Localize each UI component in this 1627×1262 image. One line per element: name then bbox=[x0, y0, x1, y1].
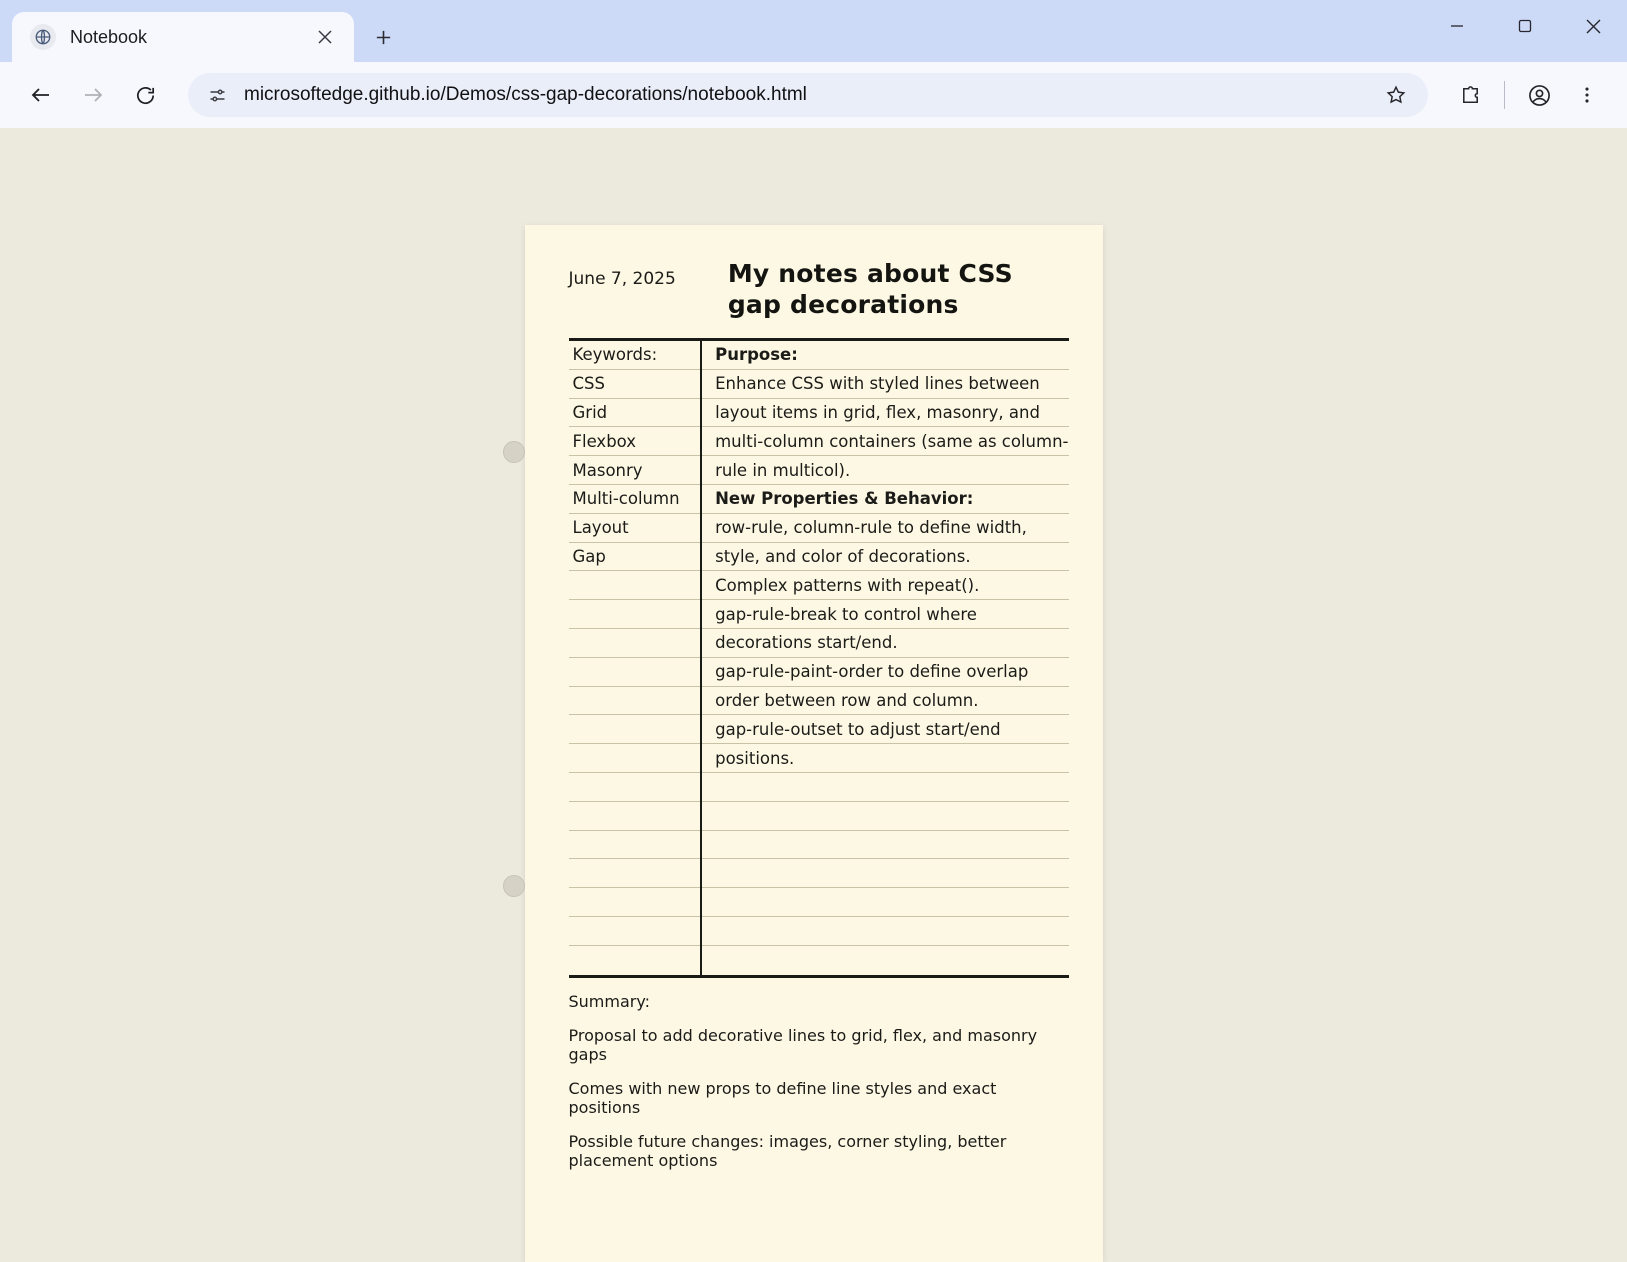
purpose-cell: multi-column containers (same as column- bbox=[702, 427, 1068, 456]
keyword-cell bbox=[569, 888, 701, 917]
purpose-cell bbox=[702, 859, 1068, 888]
site-settings-icon[interactable] bbox=[202, 80, 232, 110]
summary-section bbox=[569, 978, 1069, 1170]
summary-line: Possible future changes: images, corner styling, better placement options bbox=[568, 1131, 1007, 1170]
purpose-cell bbox=[702, 917, 1068, 946]
keyword-cell bbox=[569, 571, 701, 600]
star-icon[interactable] bbox=[1374, 73, 1418, 117]
keyword-cell bbox=[569, 715, 701, 744]
toolbar-actions bbox=[1448, 73, 1609, 117]
keyword-cell bbox=[569, 831, 701, 860]
keyword-cell: Flexbox bbox=[569, 427, 701, 456]
account-circle-icon[interactable] bbox=[1517, 73, 1561, 117]
purpose-cell bbox=[702, 888, 1068, 917]
keyword-cell bbox=[569, 773, 701, 802]
purpose-cell bbox=[702, 946, 1068, 975]
purpose-cell: rule in multicol). bbox=[702, 456, 1068, 485]
keyword-cell: Layout bbox=[569, 514, 701, 543]
purpose-cell: gap-rule-paint-order to define overlap bbox=[702, 658, 1068, 687]
note-title: My notes about CSS gap decorations bbox=[727, 259, 1013, 319]
url-host: microsoftedge.github.io bbox=[244, 84, 441, 105]
keyword-cell: Grid bbox=[569, 399, 701, 428]
purpose-cell bbox=[702, 831, 1068, 860]
maximize-icon[interactable] bbox=[1491, 0, 1559, 52]
keyword-cell bbox=[569, 658, 701, 687]
keyword-cell: Gap bbox=[569, 543, 701, 572]
purpose-cell: row-rule, column-rule to define width, bbox=[702, 514, 1068, 543]
arrow-left-icon[interactable] bbox=[18, 72, 64, 118]
title-bar bbox=[0, 0, 1627, 62]
purpose-cell bbox=[702, 773, 1068, 802]
purpose-cell: Purpose: bbox=[702, 341, 1068, 370]
keyword-cell bbox=[569, 687, 701, 716]
purpose-cell: decorations start/end. bbox=[702, 629, 1068, 658]
binder-ring bbox=[503, 441, 525, 463]
keyword-cell: Masonry bbox=[569, 456, 701, 485]
keyword-cell: CSS bbox=[569, 370, 701, 399]
purpose-cell: New Properties & Behavior: bbox=[702, 485, 1068, 514]
arrow-right-icon bbox=[70, 72, 116, 118]
notebook-header bbox=[569, 259, 1069, 338]
keyword-cell bbox=[569, 802, 701, 831]
url-path: /Demos/css-gap-decorations/notebook.html bbox=[440, 84, 807, 105]
notebook-ruled-area bbox=[569, 338, 1069, 978]
summary-line: Proposal to add decorative lines to grid, flex, and masonry gaps bbox=[568, 1025, 1038, 1064]
tab-strip bbox=[0, 0, 398, 62]
keyword-cell bbox=[569, 859, 701, 888]
note-date: June 7, 2025 bbox=[568, 269, 676, 289]
tab-notebook[interactable] bbox=[12, 12, 354, 62]
purpose-cell: Complex patterns with repeat(). bbox=[702, 571, 1068, 600]
keyword-cell bbox=[569, 917, 701, 946]
purpose-cell: positions. bbox=[702, 744, 1068, 773]
summary-lines bbox=[569, 1026, 1069, 1170]
reload-icon[interactable] bbox=[122, 72, 168, 118]
page-viewport bbox=[0, 128, 1627, 1262]
browser-toolbar bbox=[0, 62, 1627, 128]
keyword-cell bbox=[569, 946, 701, 975]
new-tab-button[interactable] bbox=[368, 22, 398, 52]
minimize-icon[interactable] bbox=[1423, 0, 1491, 52]
purpose-cell bbox=[702, 802, 1068, 831]
purpose-cell: Enhance CSS with styled lines between bbox=[702, 370, 1068, 399]
purpose-cell: gap-rule-break to control where bbox=[702, 600, 1068, 629]
extensions-puzzle-icon[interactable] bbox=[1448, 73, 1492, 117]
window-controls bbox=[1423, 0, 1627, 52]
summary-line: Comes with new props to define line styles and exact positions bbox=[568, 1078, 997, 1117]
globe-icon bbox=[30, 24, 56, 50]
close-icon[interactable] bbox=[310, 22, 340, 52]
more-vertical-icon[interactable] bbox=[1565, 73, 1609, 117]
notebook-sheet bbox=[525, 225, 1103, 1262]
keyword-cell: Multi-column bbox=[569, 485, 701, 514]
address-bar[interactable] bbox=[188, 73, 1428, 117]
keyword-cell bbox=[569, 744, 701, 773]
purpose-cell: gap-rule-outset to adjust start/end bbox=[702, 715, 1068, 744]
purpose-cell: layout items in grid, flex, masonry, and bbox=[702, 399, 1068, 428]
toolbar-divider bbox=[1504, 81, 1505, 109]
summary-label: Summary: bbox=[568, 991, 651, 1011]
tab-title: Notebook bbox=[70, 26, 148, 47]
keyword-cell bbox=[569, 600, 701, 629]
binder-ring bbox=[503, 875, 525, 897]
keyword-cell bbox=[569, 629, 701, 658]
purpose-cell: style, and color of decorations. bbox=[702, 543, 1068, 572]
keyword-cell: Keywords: bbox=[569, 341, 701, 370]
purpose-cell: order between row and column. bbox=[702, 687, 1068, 716]
url-text bbox=[244, 84, 1362, 106]
close-icon[interactable] bbox=[1559, 0, 1627, 52]
purpose-column bbox=[702, 341, 1068, 975]
keywords-column bbox=[569, 341, 703, 975]
